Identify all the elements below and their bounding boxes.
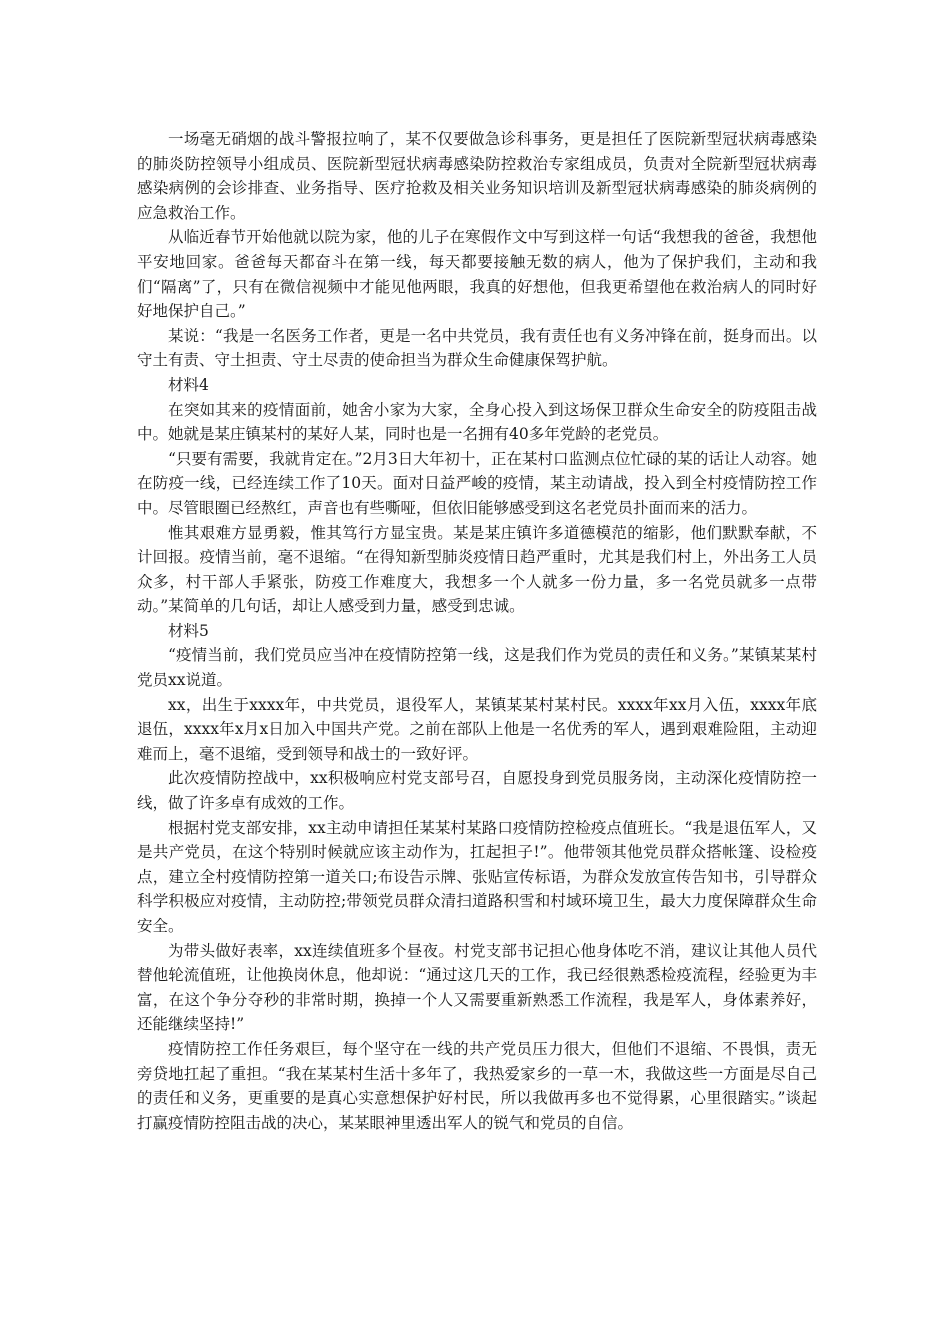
paragraph: 此次疫情防控战中，xx积极响应村党支部号召，自愿投身到党员服务岗，主动深化疫情防控一线，做了许多卓有成效的工作。 xyxy=(137,769,817,813)
section-heading-material-4: 材料4 xyxy=(168,375,209,394)
paragraph: 惟其艰难方显勇毅，惟其笃行方显宝贵。某是某庄镇许多道德模范的缩影，他们默默奉献，不计回报。疫情当前，毫不退缩。“在得知新型肺炎疫情日趋严重时，尤其是我们村上，外出务工人员众多，村干部人手紧张，防疫工作难度大，我想多一个人就多一份力量，多一名党员就多一点带动。”某简单的几句话，却让人感受到力量，感受到忠诚。 xyxy=(137,523,817,616)
paragraph: “只要有需要，我就肯定在。”2月3日大年初十，正在某村口监测点位忙碌的某的话让人动容。她在防疫一线，已经连续工作了10天。面对日益严峻的疫情，某主动请战，投入到全村疫情防控工作中。尽管眼圈已经熬红，声音也有些嘶哑，但依旧能够感受到这名老党员扑面而来的活力。 xyxy=(137,449,817,517)
paragraph: 一场毫无硝烟的战斗警报拉响了，某不仅要做急诊科事务，更是担任了医院新型冠状病毒感染的肺炎防控领导小组成员、医院新型冠状病毒感染防控救治专家组成员，负责对全院新型冠状病毒感染病例的会诊排查、业务指导、医疗抢救及相关业务知识培训及新型冠状病毒感染的肺炎病例的应急救治工作。 xyxy=(137,130,817,222)
paragraph: 从临近春节开始他就以院为家，他的儿子在寒假作文中写到这样一句话“我想我的爸爸，我想他平安地回家。爸爸每天都奋斗在第一线，每天都要接触无数的病人，他为了保护我们，主动和我们“隔离”了，只有在微信视频中才能见他两眼，我真的好想他，但我更希望他在救治病人的同时好好地保护自己。” xyxy=(137,228,817,321)
paragraph: 根据村党支部安排，xx主动申请担任某某村某路口疫情防控检疫点值班长。“我是退伍军人，又是共产党员，在这个特别时候就应该主动作为，扛起担子!”。他带领其他党员群众搭帐篷、设检疫点，建立全村疫情防控第一道关口;布设告示牌、张贴宣传标语，为群众发放宣传告知书，引导群众科学积极应对疫情，主动防控;带领党员群众清扫道路积雪和村域环境卫生，最大力度保障群众生命安全。 xyxy=(137,818,817,935)
paragraph: “疫情当前，我们党员应当冲在疫情防控第一线，这是我们作为党员的责任和义务。”某镇某某村党员xx说道。 xyxy=(137,646,817,690)
paragraph: 为带头做好表率，xx连续值班多个昼夜。村党支部书记担心他身体吃不消，建议让其他人员代替他轮流值班，让他换岗休息，他却说：“通过这几天的工作，我已经很熟悉检疫流程，经验更为丰富，在这个争分夺秒的非常时期，换掉一个人又需要重新熟悉工作流程，我是军人，身体素养好，还能继续坚持!” xyxy=(137,941,817,1034)
section-heading-material-5: 材料5 xyxy=(168,621,209,640)
paragraph: 某说：“我是一名医务工作者，更是一名中共党员，我有责任也有义务冲锋在前，挺身而出。以守土有责、守土担责、守土尽责的使命担当为群众生命健康保驾护航。 xyxy=(137,326,817,370)
paragraph: 疫情防控工作任务艰巨，每个坚守在一线的共产党员压力很大，但他们不退缩、不畏惧，责无旁贷地扛起了重担。“我在某某村生活十多年了，我热爱家乡的一草一木，我做这些一方面是尽自己的责任和义务，更重要的是真心实意想保护好村民，所以我做再多也不觉得累，心里很踏实。”谈起打赢疫情防控阻击战的决心，某某眼神里透出军人的锐气和党员的自信。 xyxy=(137,1039,817,1132)
document-body xyxy=(137,127,817,1135)
paragraph: 在突如其来的疫情面前，她舍小家为大家，全身心投入到这场保卫群众生命安全的防疫阻击战中。她就是某庄镇某村的某好人某，同时也是一名拥有40多年党龄的老党员。 xyxy=(137,400,817,444)
paragraph: xx，出生于xxxx年，中共党员，退役军人，某镇某某村某村民。xxxx年xx月入伍，xxxx年底退伍，xxxx年x月x日加入中国共产党。之前在部队上他是一名优秀的军人，遇到艰难险阻，主动迎难而上，毫不退缩，受到领导和战士的一致好评。 xyxy=(137,695,817,763)
